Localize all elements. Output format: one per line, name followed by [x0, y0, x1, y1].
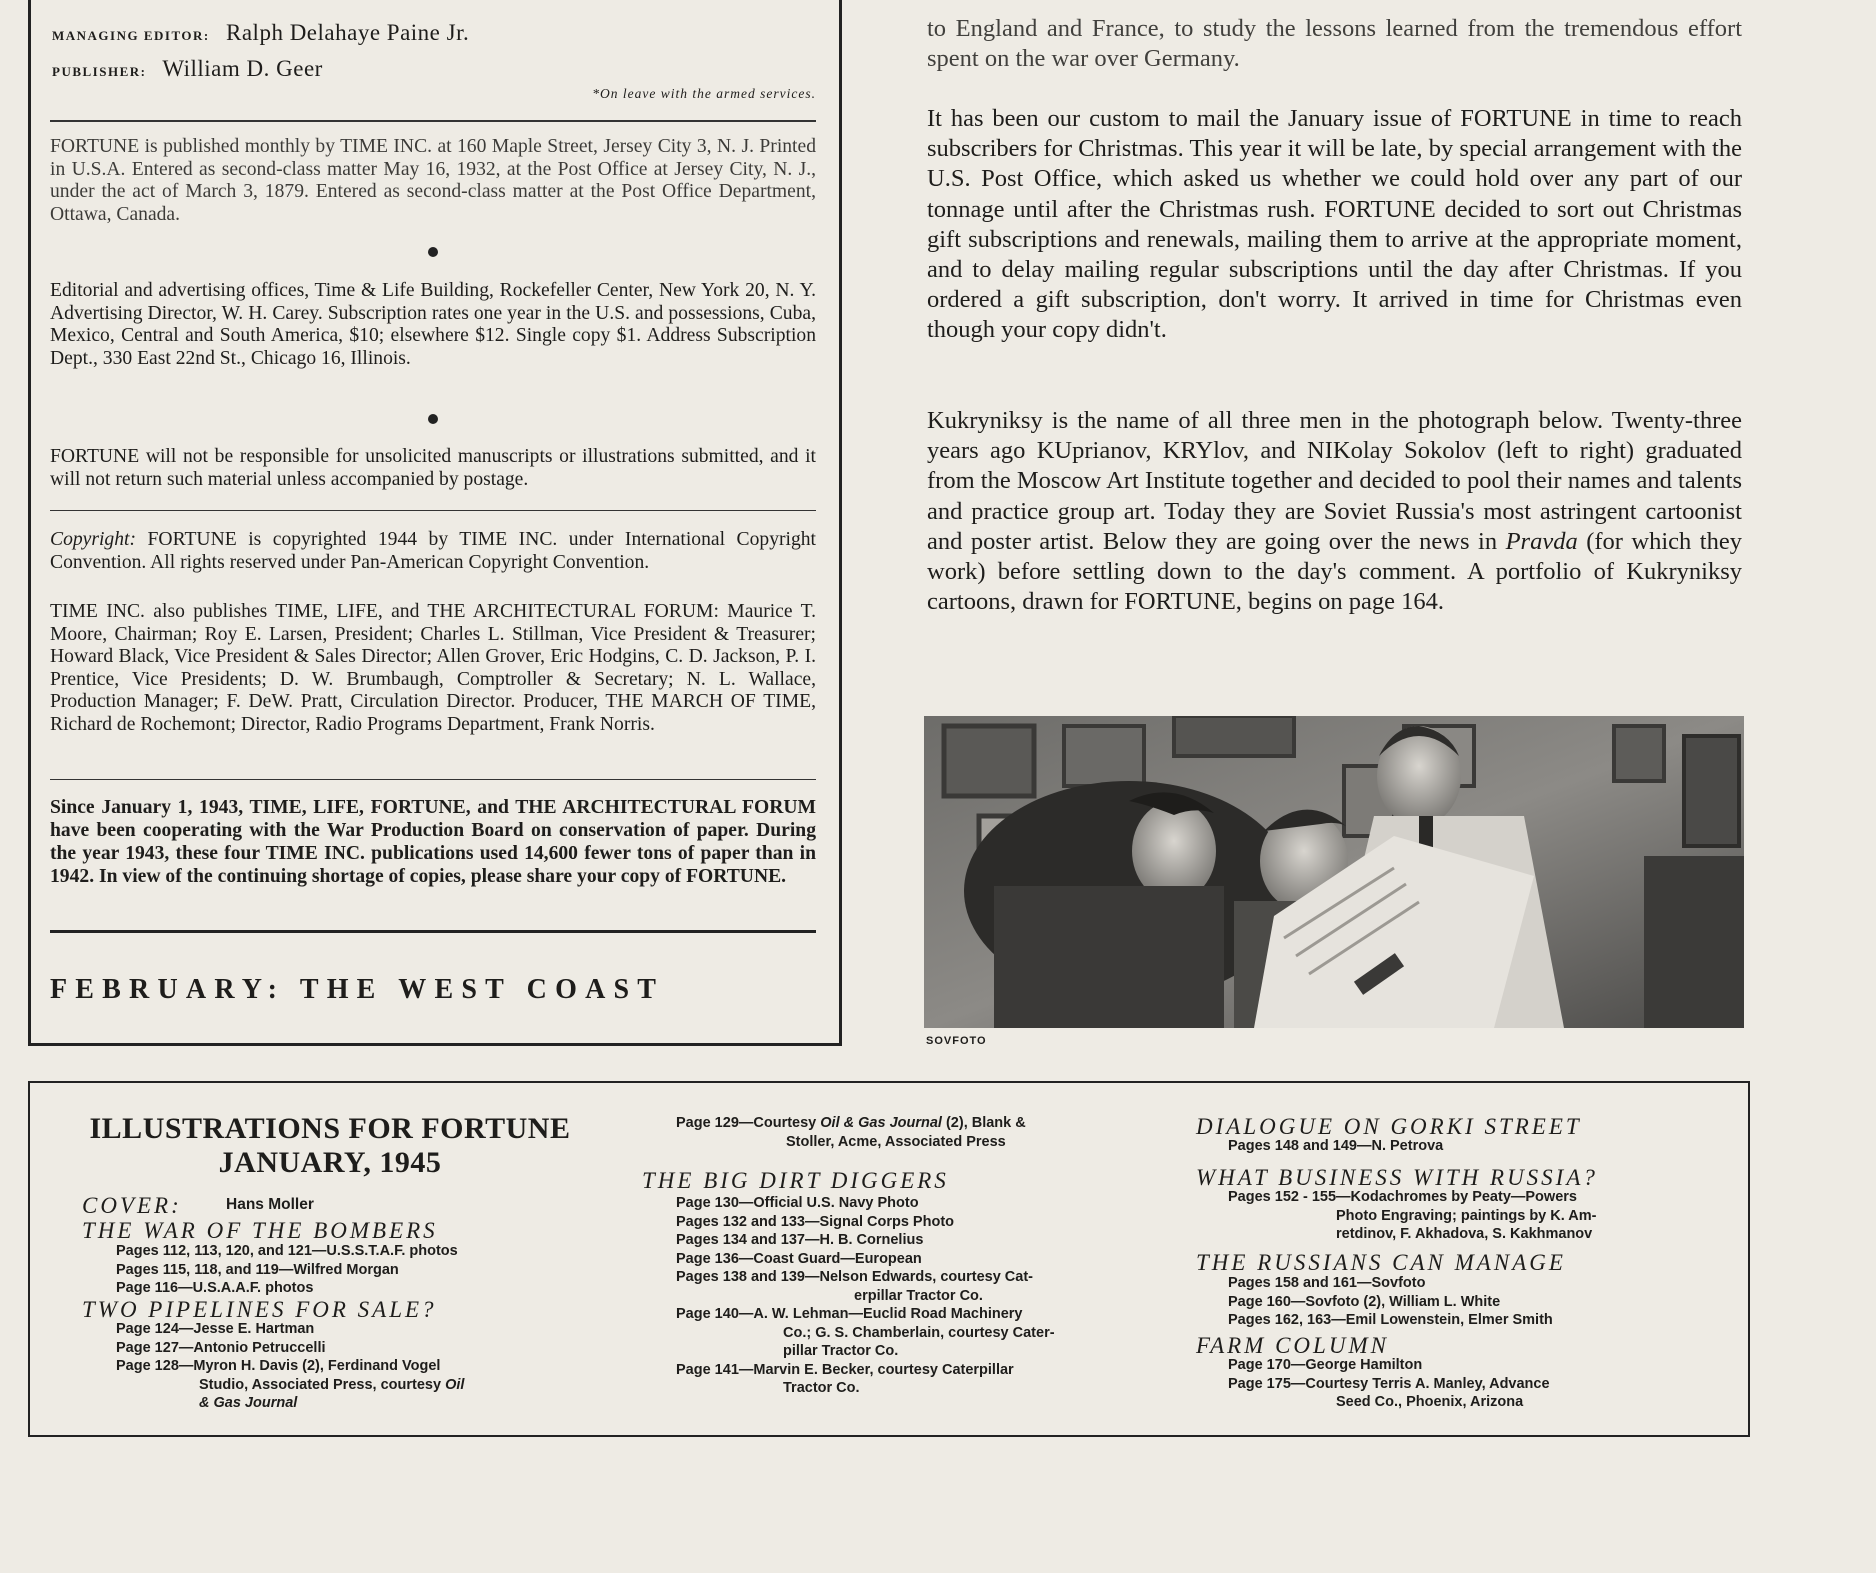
divider — [50, 120, 816, 122]
credit-line: Page 124—Jesse E. Hartman — [116, 1321, 315, 1337]
bullet-divider — [428, 414, 438, 424]
credit-line-continued: & Gas Journal — [199, 1395, 298, 1411]
copyright-block — [50, 529, 816, 574]
credit-line: Pages 162, 163—Emil Lowenstein, Elmer Smith — [1228, 1312, 1553, 1328]
credit-line: Page 127—Antonio Petruccelli — [116, 1339, 326, 1356]
bullet-divider — [428, 247, 438, 257]
credit-line: Page 116—U.S.A.A.F. photos — [116, 1280, 314, 1296]
managing-editor-line — [52, 20, 469, 46]
thick-divider — [50, 930, 816, 933]
publication-info: FORTUNE is published monthly by TIME INC. at 160 Maple Street, Jersey City 3, N. J. Printed in U.S.A. Entered as second-class matter May 16, 1932, at the Post Office at Jersey City, N. J., under the act of March 3, 1879. Entered as second-class matter at the Post Office Department, Ottawa, Canada. — [50, 136, 816, 225]
illustrations-heading-line2: JANUARY, 1945 — [218, 1146, 442, 1179]
credit-line: Pages 148 and 149—N. Petrova — [1228, 1138, 1444, 1154]
credit-line: Page 129—Courtesy Oil & Gas Journal (2), Blank & — [676, 1115, 1026, 1131]
credit-line-continued: Tractor Co. — [783, 1380, 860, 1396]
credit-line: Page 170—George Hamilton — [1228, 1357, 1423, 1373]
publisher-name: William D. Geer — [162, 56, 323, 81]
credits-war-of-bombers — [116, 1242, 458, 1298]
leave-note: *On leave with the armed services. — [592, 86, 816, 101]
kukryniksy-paragraph — [927, 406, 1742, 617]
credit-line-continued: Photo Engraving; paintings by K. Am- — [1336, 1207, 1597, 1224]
illustrations-heading — [70, 1112, 590, 1180]
credit-line: Page 141—Marvin E. Becker, courtesy Caterpillar — [676, 1361, 1014, 1378]
credit-line-continued: retdinov, F. Akhadova, S. Kakhmanov — [1336, 1226, 1593, 1242]
credits-farm-column — [1228, 1356, 1550, 1412]
publisher-role: PUBLISHER: — [52, 64, 147, 79]
credits-big-dirt-diggers — [676, 1194, 1055, 1398]
kukryniksy-text-1: Kukryniksy is the name of all three men in the photograph below. Twenty-three years ago KUprianov, KRYlov, and NIKolay Sokolov (left to right) graduated from the Moscow Art Institute together and decided to pool their names and talents and practice group art. Today they are Soviet Russia's most astringent cartoonist and poster artist. Below they are going over the news in — [927, 407, 1742, 555]
officers-block: TIME INC. also publishes TIME, LIFE, and THE ARCHITECTURAL FORUM: Maurice T. Moore, Chairman; Roy E. Larsen, President; Charles L. Stillman, Vice President & Treasurer; Howard Black, Vice President & Sales Director; Allen Grover, Eric Hodgins, C. D. Jackson, P. I. Prentice, Vice Presidents; D. W. Brumbaugh, Comptroller & Secretary; N. L. Wallace, Production Manager; F. DeW. Pratt, Circulation Director. Producer, THE MARCH OF TIME, Richard de Rochemont; Director, Radio Programs Department, Frank Norris. — [50, 601, 816, 735]
credits-business-russia — [1228, 1188, 1596, 1244]
credit-line-continued: pillar Tractor Co. — [783, 1343, 899, 1359]
managing-editor-role: MANAGING EDITOR: — [52, 28, 210, 43]
kukryniksy-photograph — [924, 716, 1744, 1028]
cover-label: COVER: — [82, 1193, 182, 1218]
credit-line: Page 130—Official U.S. Navy Photo — [676, 1195, 919, 1211]
divider — [50, 779, 816, 780]
paper-notice: Since January 1, 1943, TIME, LIFE, FORTUNE, and THE ARCHITECTURAL FORUM have been cooperating with the War Production Board on conservation of paper. During the year 1943, these four TIME INC. publications used 14,600 fewer tons of paper than in 1942. In view of the continuing shortage of copies, please share your copy of FORTUNE. — [50, 797, 816, 887]
credit-line-continued: erpillar Tractor Co. — [854, 1287, 983, 1304]
copyright-label: Copyright: — [50, 529, 136, 550]
credit-line-continued: Seed Co., Phoenix, Arizona — [1336, 1394, 1524, 1410]
credits-russians-manage — [1228, 1274, 1553, 1330]
publisher-line — [52, 56, 323, 82]
offices-info: Editorial and advertising offices, Time & Life Building, Rockefeller Center, New York 20, N. Y. Advertising Director, W. H. Carey. Subscription rates one year in the U.S. and possessions, Cuba, Mexico, Central and South America, $10; elsewhere $12. Single copy $1. Address Subscription Dept., 330 East 22nd St., Chicago 16, Illinois. — [50, 280, 816, 369]
credit-line: Pages 112, 113, 120, and 121—U.S.S.T.A.F. photos — [116, 1243, 458, 1259]
manuscripts-info: FORTUNE will not be responsible for unsolicited manuscripts or illustrations submitted, and it will not return such material unless accompanied by postage. — [50, 446, 816, 490]
credit-line: Pages 158 and 161—Sovfoto — [1228, 1275, 1426, 1291]
section-title-farm-column: FARM COLUMN — [1196, 1333, 1389, 1358]
credit-line-continued: Co.; G. S. Chamberlain, courtesy Cater- — [783, 1324, 1055, 1341]
credit-line: Page 175—Courtesy Terris A. Manley, Advance — [1228, 1375, 1550, 1392]
credit-line-continued: Stoller, Acme, Associated Press — [786, 1133, 1006, 1150]
credits-page-129 — [676, 1114, 1026, 1151]
credit-line: Page 128—Myron H. Davis (2), Ferdinand Vogel — [116, 1358, 441, 1374]
credit-line: Page 160—Sovfoto (2), William L. White — [1228, 1293, 1501, 1310]
section-title-war-of-bombers: THE WAR OF THE BOMBERS — [82, 1218, 438, 1243]
credit-line: Pages 132 and 133—Signal Corps Photo — [676, 1213, 954, 1230]
photo-credit: SOVFOTO — [926, 1035, 987, 1047]
top-fragment: to England and France, to study the lessons learned from the tremendous effort spent on the war over Germany. — [927, 15, 1742, 73]
section-title-two-pipelines: TWO PIPELINES FOR SALE? — [82, 1297, 437, 1322]
copyright-text: FORTUNE is copyrighted 1944 by TIME INC. under International Copyright Convention. All rights reserved under Pan-American Copyright Convention. — [50, 529, 816, 573]
credits-dialogue-gorki — [1228, 1137, 1443, 1156]
illustrations-heading-line1: ILLUSTRATIONS FOR FORTUNE — [89, 1112, 571, 1145]
credit-line: Page 140—A. W. Lehman—Euclid Road Machinery — [676, 1306, 1023, 1322]
managing-editor-name: Ralph Delahaye Paine Jr. — [226, 20, 470, 45]
credit-line-continued: Studio, Associated Press, courtesy Oil — [199, 1376, 465, 1393]
section-title-business-russia: WHAT BUSINESS WITH RUSSIA? — [1196, 1165, 1598, 1190]
next-issue-announcement: FEBRUARY: THE WEST COAST — [50, 974, 665, 1005]
credit-line: Pages 138 and 139—Nelson Edwards, courtesy Cat- — [676, 1269, 1033, 1285]
divider — [50, 510, 816, 511]
section-title-russians-manage: THE RUSSIANS CAN MANAGE — [1196, 1250, 1566, 1275]
credit-line: Pages 115, 118, and 119—Wilfred Morgan — [116, 1261, 399, 1278]
photo-illustration — [924, 716, 1744, 1028]
christmas-paragraph: It has been our custom to mail the January issue of FORTUNE in time to reach subscribers for Christmas. This year it will be late, by special arrangement with the U.S. Post Office, which asked us whether we could hold over any part of our tonnage until after the Christmas rush. FORTUNE decided to sort out Christmas gift subscriptions and renewals, mailing them to arrive at the appropriate moment, and to delay mailing regular subscriptions until the day after Christmas. If you ordered a gift subscription, don't worry. It arrived in time for Christmas even though your copy didn't. — [927, 105, 1742, 344]
section-title-big-dirt-diggers: THE BIG DIRT DIGGERS — [642, 1168, 949, 1193]
kukryniksy-text-2: (for which they work) before settling down to the day's comment. A portfolio of Kukryniksy cartoons, drawn for FORTUNE, begins on page 164. — [927, 527, 1742, 616]
credit-line: Page 136—Coast Guard—European — [676, 1250, 922, 1267]
pravda-title: Pravda — [1505, 527, 1578, 555]
section-title-dialogue-gorki: DIALOGUE ON GORKI STREET — [1196, 1114, 1582, 1139]
credit-line: Pages 134 and 137—H. B. Cornelius — [676, 1232, 924, 1248]
credits-two-pipelines — [116, 1320, 464, 1413]
cover-credit: Hans Moller — [226, 1196, 314, 1213]
credit-line: Pages 152 - 155—Kodachromes by Peaty—Powers — [1228, 1189, 1577, 1205]
